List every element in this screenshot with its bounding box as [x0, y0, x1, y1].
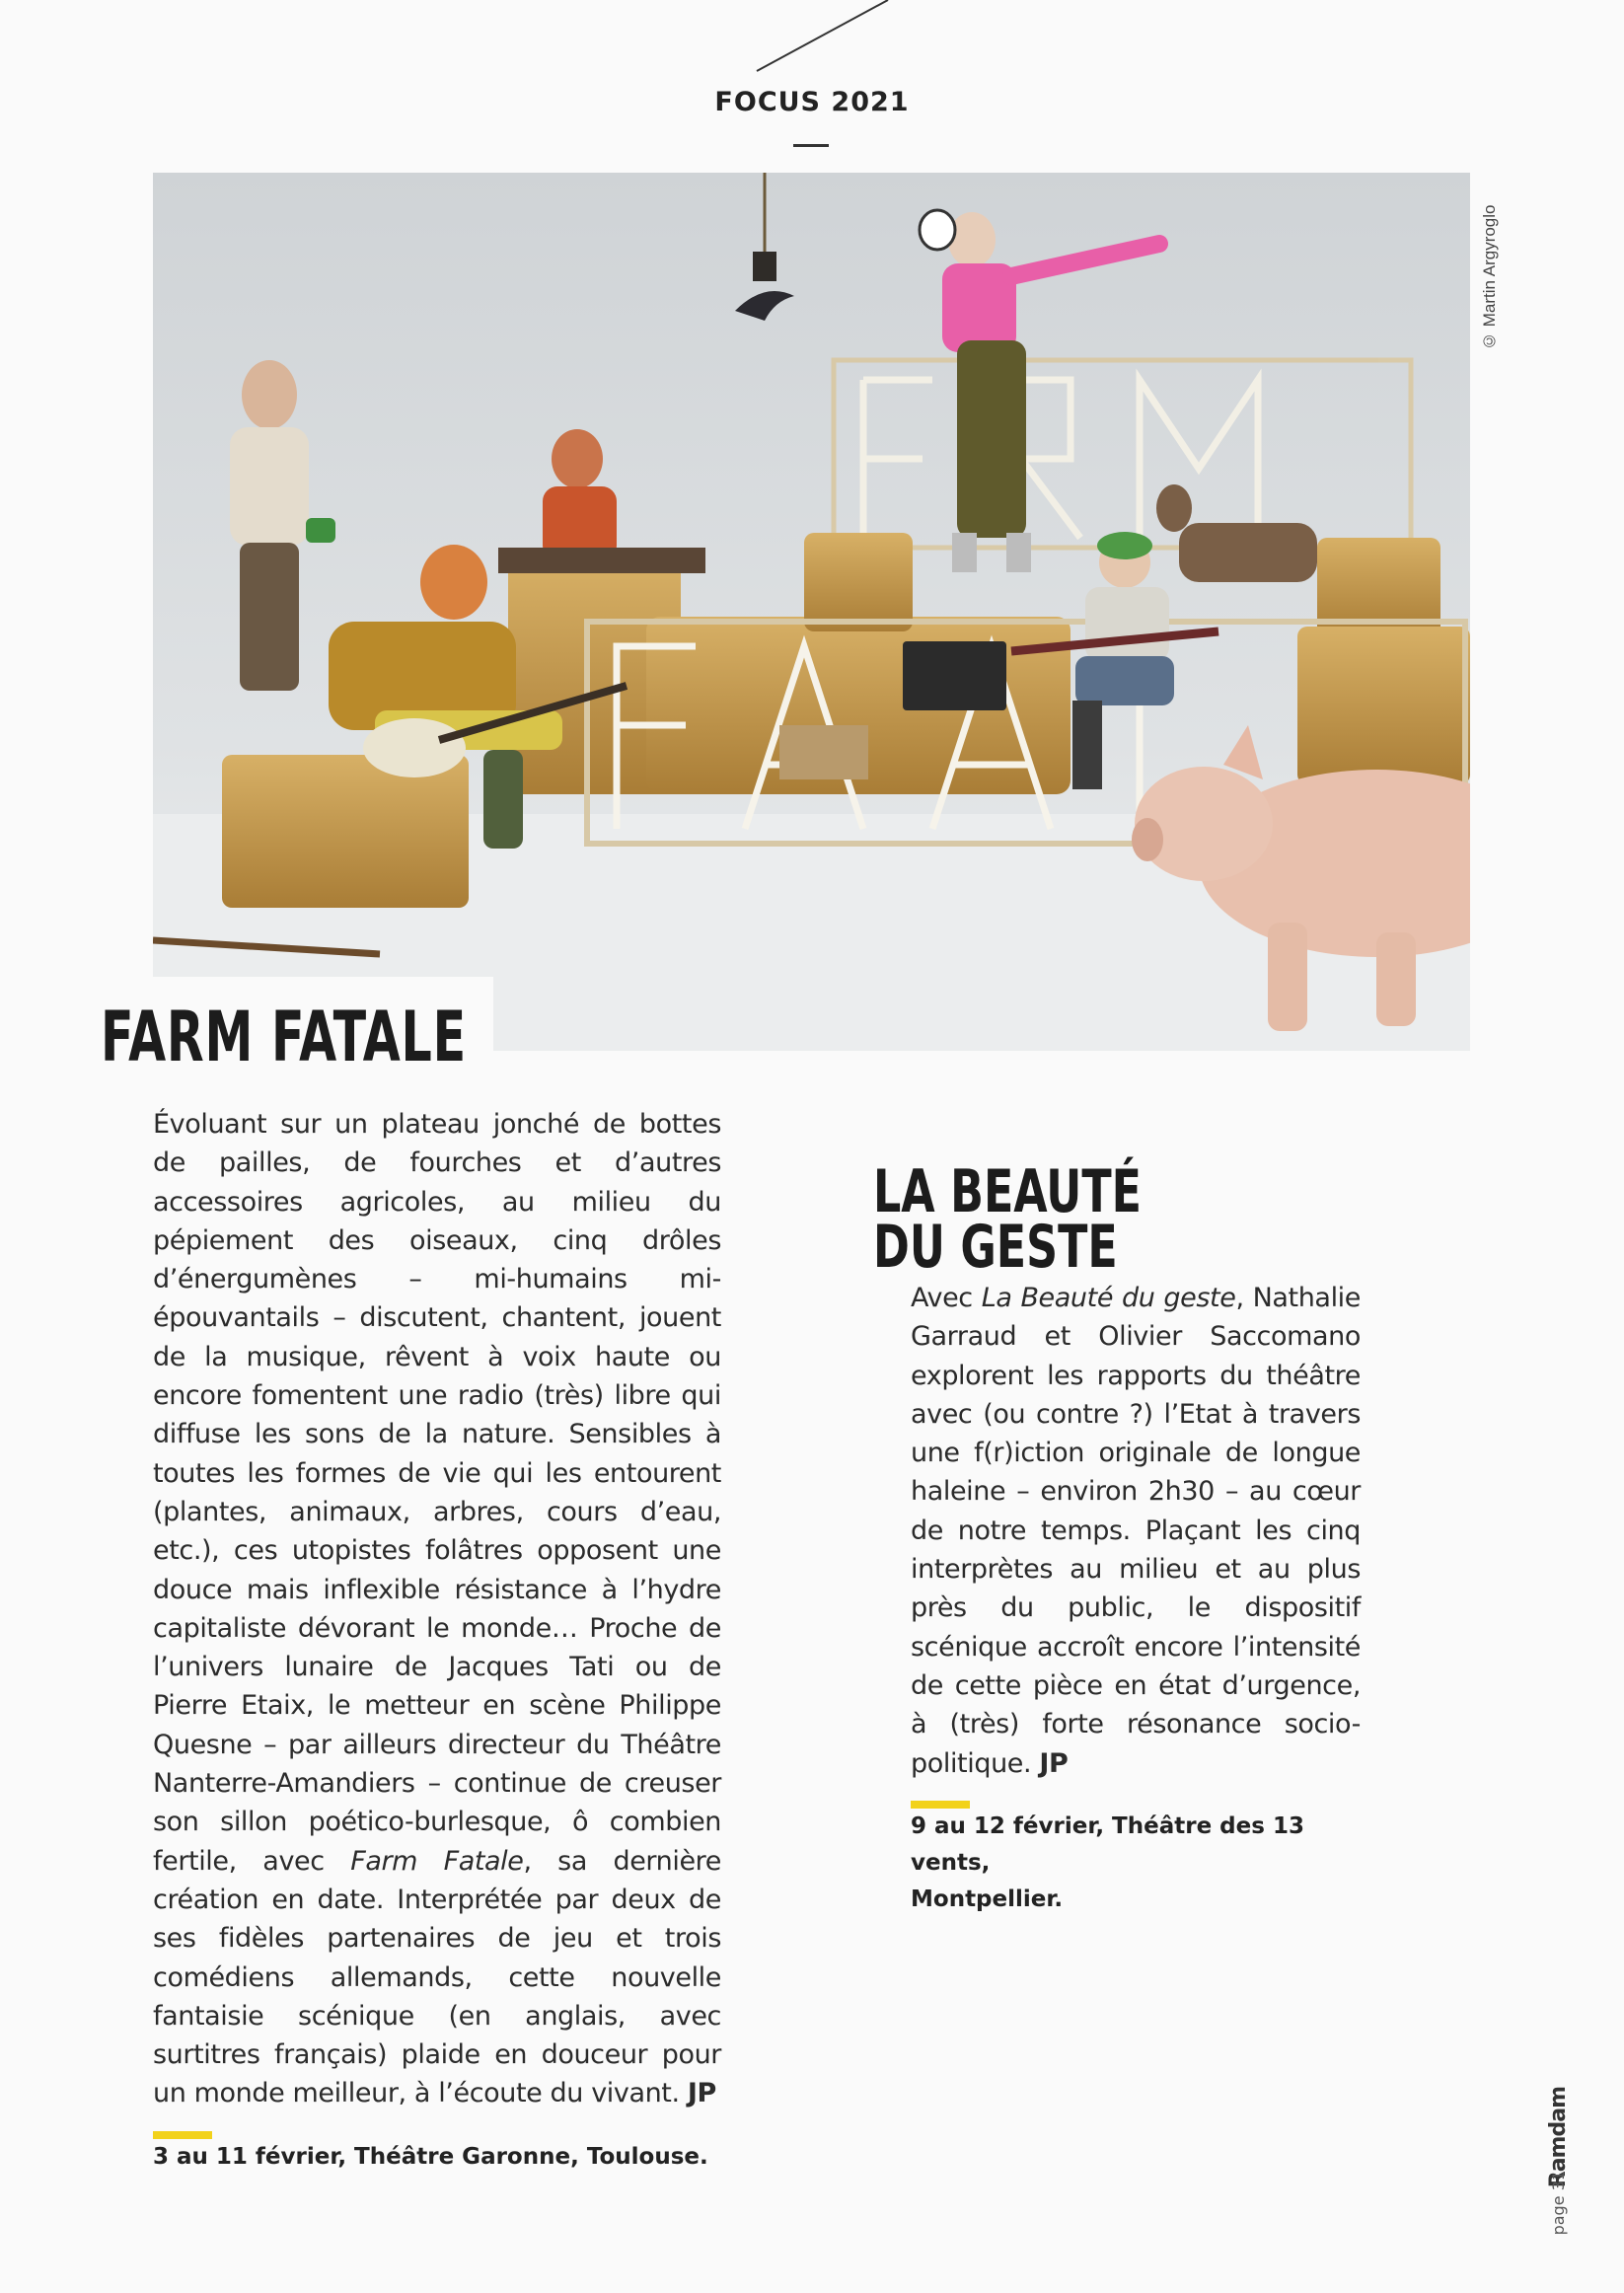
show-title-italic: La Beauté du geste — [981, 1283, 1236, 1313]
body-text-part: Avec — [911, 1283, 982, 1313]
page-number: page 31 — [1549, 2171, 1568, 2236]
article-body — [911, 1279, 1361, 1783]
article-body — [153, 1105, 721, 2113]
article-farm-fatale — [153, 1105, 721, 2176]
body-text-part: , Nathalie Garraud et Olivier Saccomano explorent les rapports du théâtre avec (ou contre ?) l’Etat à travers une f(r)iction originale de longue haleine – environ 2h30 – au cœur de notre temps. Plaçant les cinq interprètes au milieu et au plus près du public, le dispositif scénique accroît encore l’intensité de cette pièce en état d’urgence, à (très) forte résonance socio-politique. — [911, 1283, 1361, 1779]
magazine-logo: Ramdam — [1546, 2087, 1571, 2188]
article-title-2 — [873, 1157, 1142, 1282]
section-divider — [793, 144, 829, 147]
accent-bar — [153, 2131, 212, 2139]
body-text-part: , sa dernière création en date. Interprétée par deux de ses fidèles partenaires de jeu et trois comédiens allemands, cette nouvelle fantaisie scénique (en anglais, avec surtitres français) plaide en douceur pour un monde meilleur, à l’écoute du vivant. — [153, 1845, 721, 2109]
photo-credit: © Martin Argyroglo — [1480, 204, 1499, 350]
stage-photo — [153, 173, 1470, 1051]
title-line: DU GESTE — [873, 1213, 1118, 1282]
event-dates: 3 au 11 février, Théâtre Garonne, Toulouse. — [153, 2143, 708, 2170]
article-beaute-du-geste — [911, 1279, 1361, 1918]
body-text-part: Évoluant sur un plateau jonché de bottes de pailles, de fourches et d’autres accessoires agricoles, au milieu du pépiement des oiseaux, cinq drôles d’énergumènes – mi-humains mi-épouvantails – discutent, chantent, jouent de la musique, rêvent à voix haute ou encore fomentent une radio (très) libre qui diffuse les sons de la nature. Sensibles à toutes les formes de vie qui les entourent (plantes, animaux, arbres, cours d’eau, etc.), ces utopistes folâtres opposent une douce mais inflexible résistance à l’hydre capitaliste dévorant le monde… Proche de l’univers lunaire de Jacques Tati ou de Pierre Etaix, le metteur en scène Philippe Quesne – par ailleurs directeur du Théâtre Nanterre-Amandiers – continue de creuser son sillon poético-burlesque, ô combien fertile, avec — [153, 1109, 721, 1877]
article-title: FARM FATALE — [101, 997, 467, 1077]
dates-line: 9 au 12 février, Théâtre des 13 vents, — [911, 1812, 1304, 1876]
show-title-italic: Farm Fatale — [350, 1845, 524, 1877]
author-signature: JP — [1039, 1747, 1069, 1779]
title-line: LA BEAUTÉ — [873, 1157, 1142, 1226]
decorative-diagonal-line — [755, 0, 903, 74]
dates-line: Montpellier. — [911, 1886, 1064, 1912]
accent-bar — [911, 1801, 970, 1809]
section-label: FOCUS 2021 — [714, 87, 910, 117]
event-dates — [911, 1809, 1361, 1918]
author-signature: JP — [687, 2078, 716, 2109]
